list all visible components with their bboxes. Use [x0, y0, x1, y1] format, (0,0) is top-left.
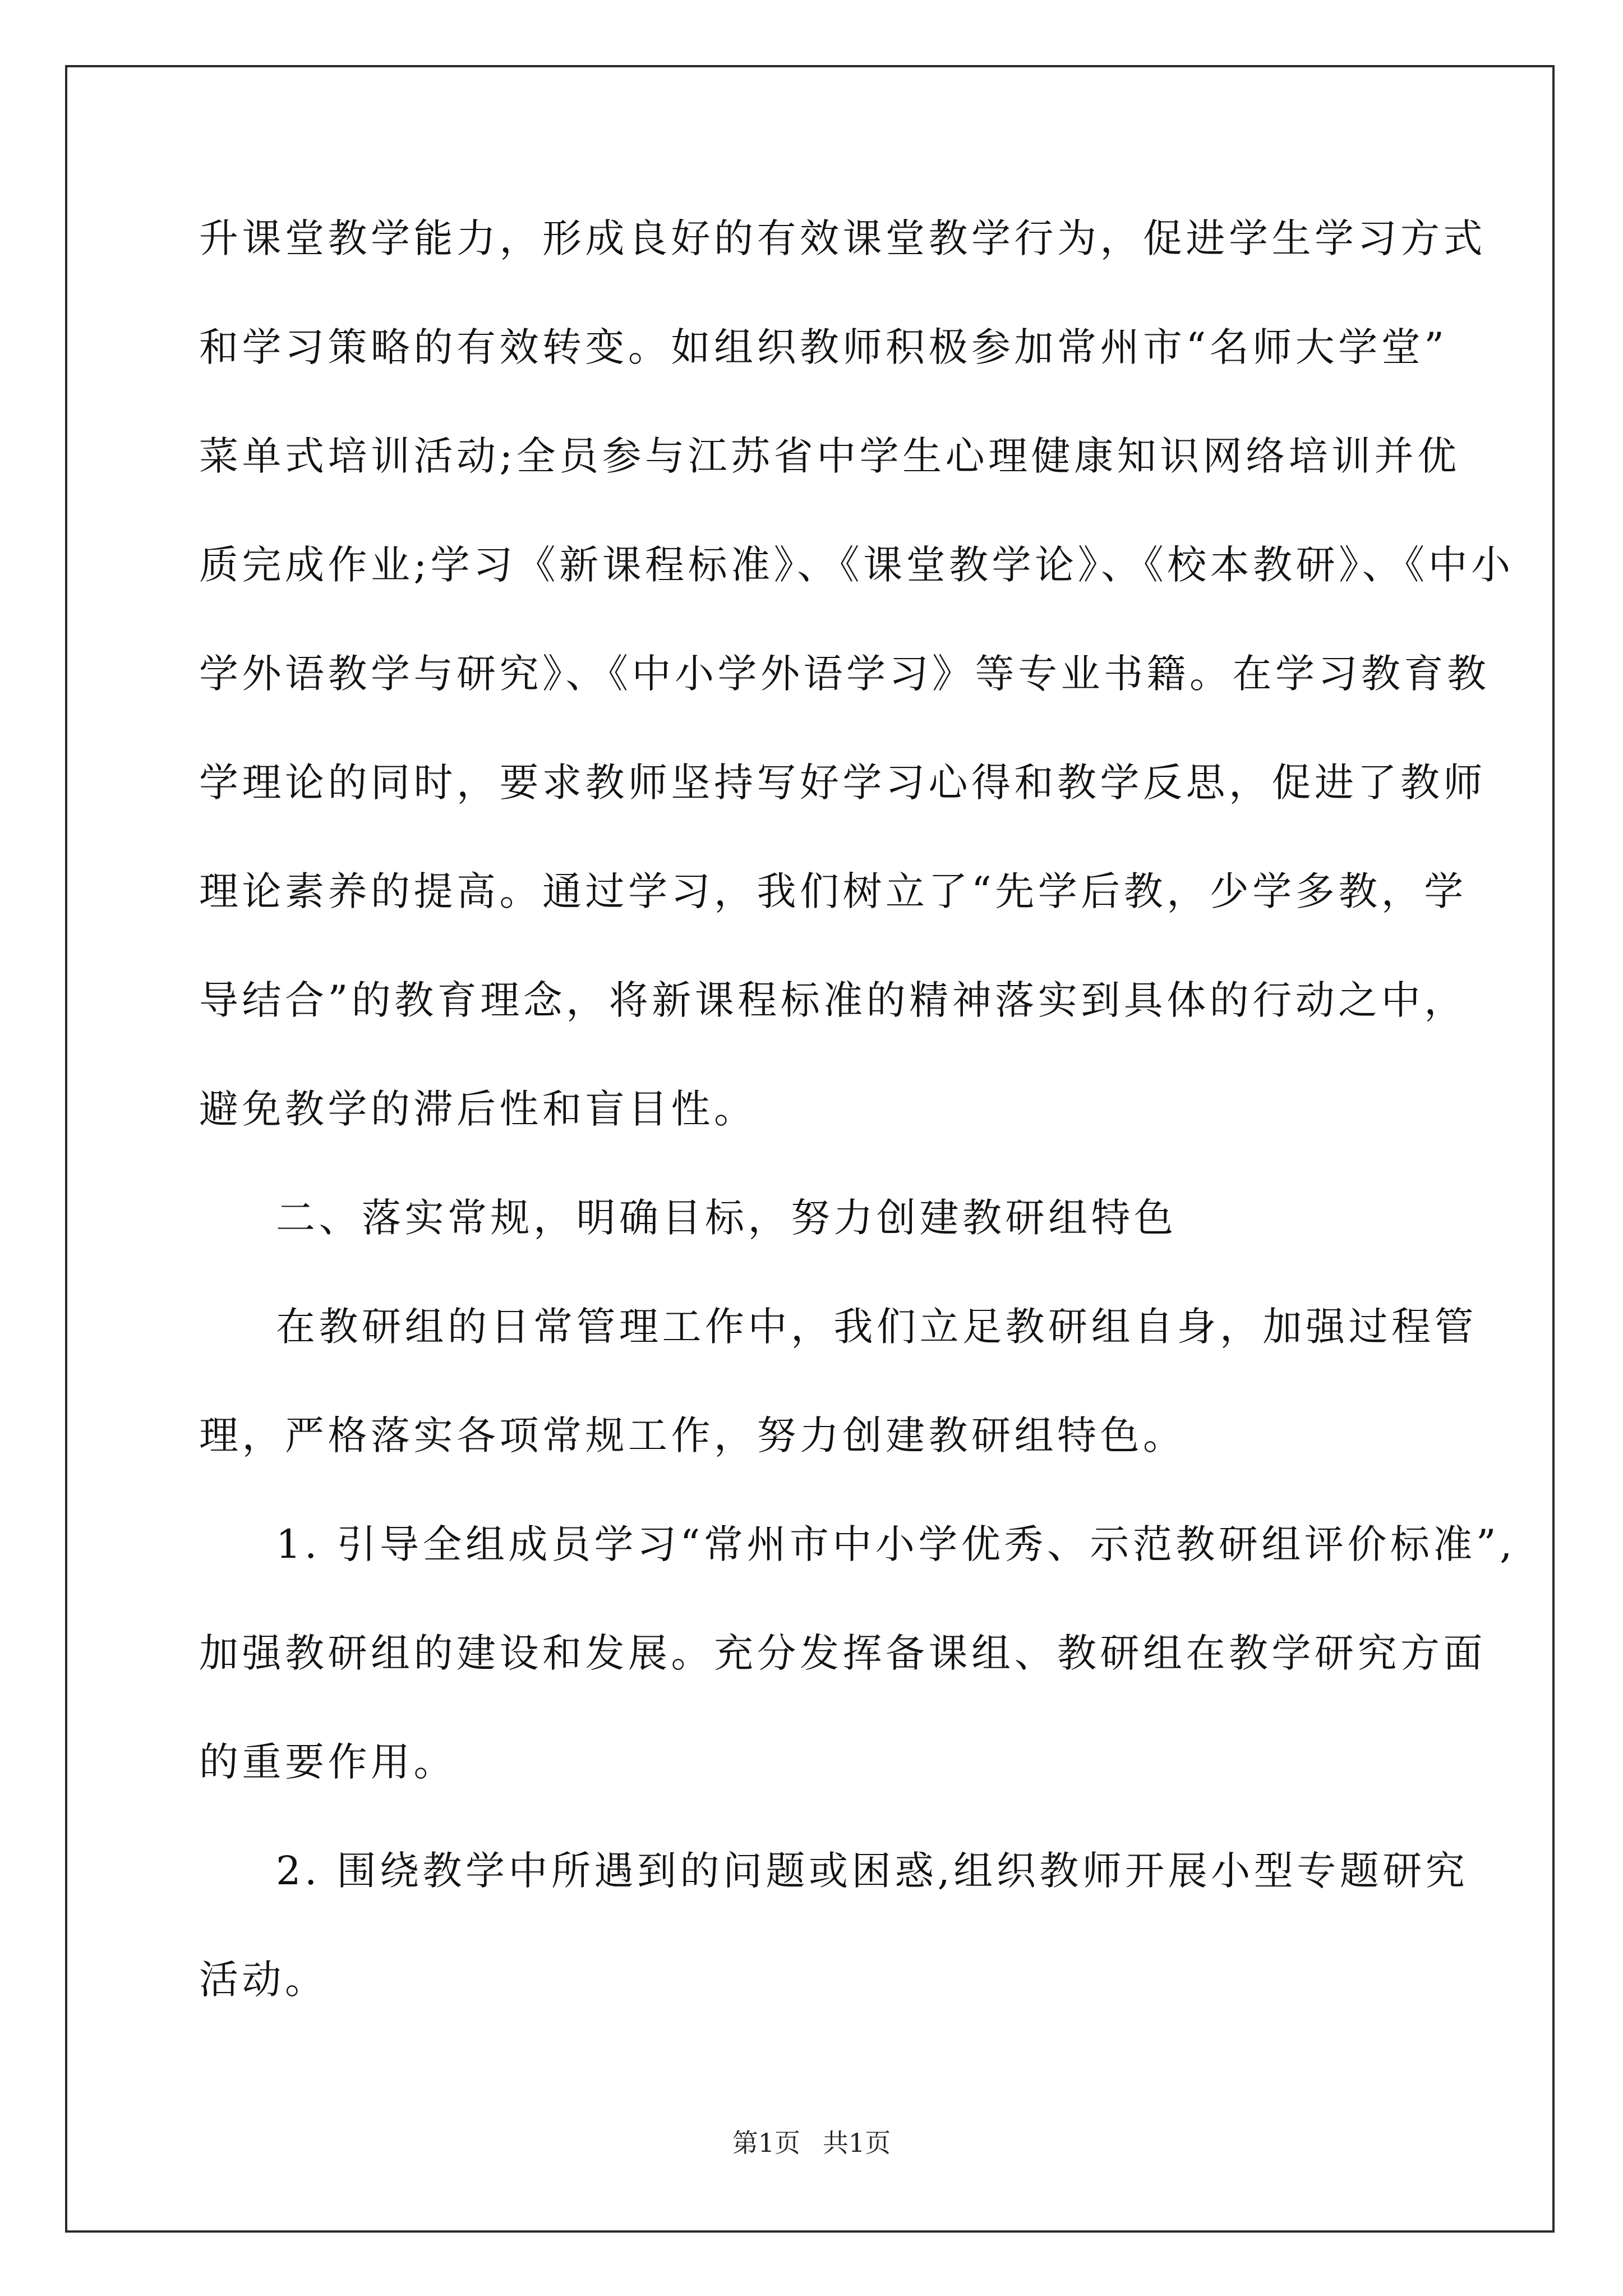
section-heading: 二、落实常规，明确目标，努力创建教研组特色: [276, 1195, 1177, 1241]
text-line: 的重要作用。: [199, 1739, 457, 1785]
list-item-1: 1. 引导全组成员学习“常州市中小学优秀、示范教研组评价标准”,: [276, 1521, 1516, 1567]
text-line: 菜单式培训活动;全员参与江苏省中学生心理健康知识网络培训并优: [199, 433, 1460, 479]
text-line: 质完成作业;学习《新课程标准》、《课堂教学论》、《校本教研》、《中小: [199, 542, 1514, 588]
text-line: 加强教研组的建设和发展。充分发挥备课组、教研组在教学研究方面: [199, 1630, 1486, 1676]
list-item-2: 2. 围绕教学中所遇到的问题或困惑,组织教师开展小型专题研究: [276, 1848, 1469, 1894]
text-line: 活动。: [199, 1957, 328, 2003]
text-line: 理论素养的提高。通过学习，我们树立了“先学后教，少学多教，学: [199, 868, 1467, 914]
page-number: 第1页: [732, 2128, 800, 2158]
text-line: 升课堂教学能力，形成良好的有效课堂教学行为，促进学生学习方式: [199, 215, 1486, 261]
paragraph-start: 在教研组的日常管理工作中，我们立足教研组自身，加强过程管: [276, 1304, 1477, 1350]
page-border: [65, 65, 1555, 2233]
page-total: 共1页: [823, 2128, 891, 2158]
page-footer: [0, 2126, 1623, 2160]
text-line: 理，严格落实各项常规工作，努力创建教研组特色。: [199, 1412, 1186, 1458]
text-line: 和学习策略的有效转变。如组织教师积极参加常州市“名师大学堂”: [199, 324, 1448, 370]
text-line: 学外语教学与研究》、《中小学外语学习》等专业书籍。在学习教育教: [199, 651, 1490, 697]
text-line: 学理论的同时，要求教师坚持写好学习心得和教学反思，促进了教师: [199, 760, 1486, 806]
text-line: 避免教学的滞后性和盲目性。: [199, 1086, 757, 1132]
text-line: 导结合”的教育理念，将新课程标准的精神落实到具体的行动之中，: [199, 977, 1467, 1023]
